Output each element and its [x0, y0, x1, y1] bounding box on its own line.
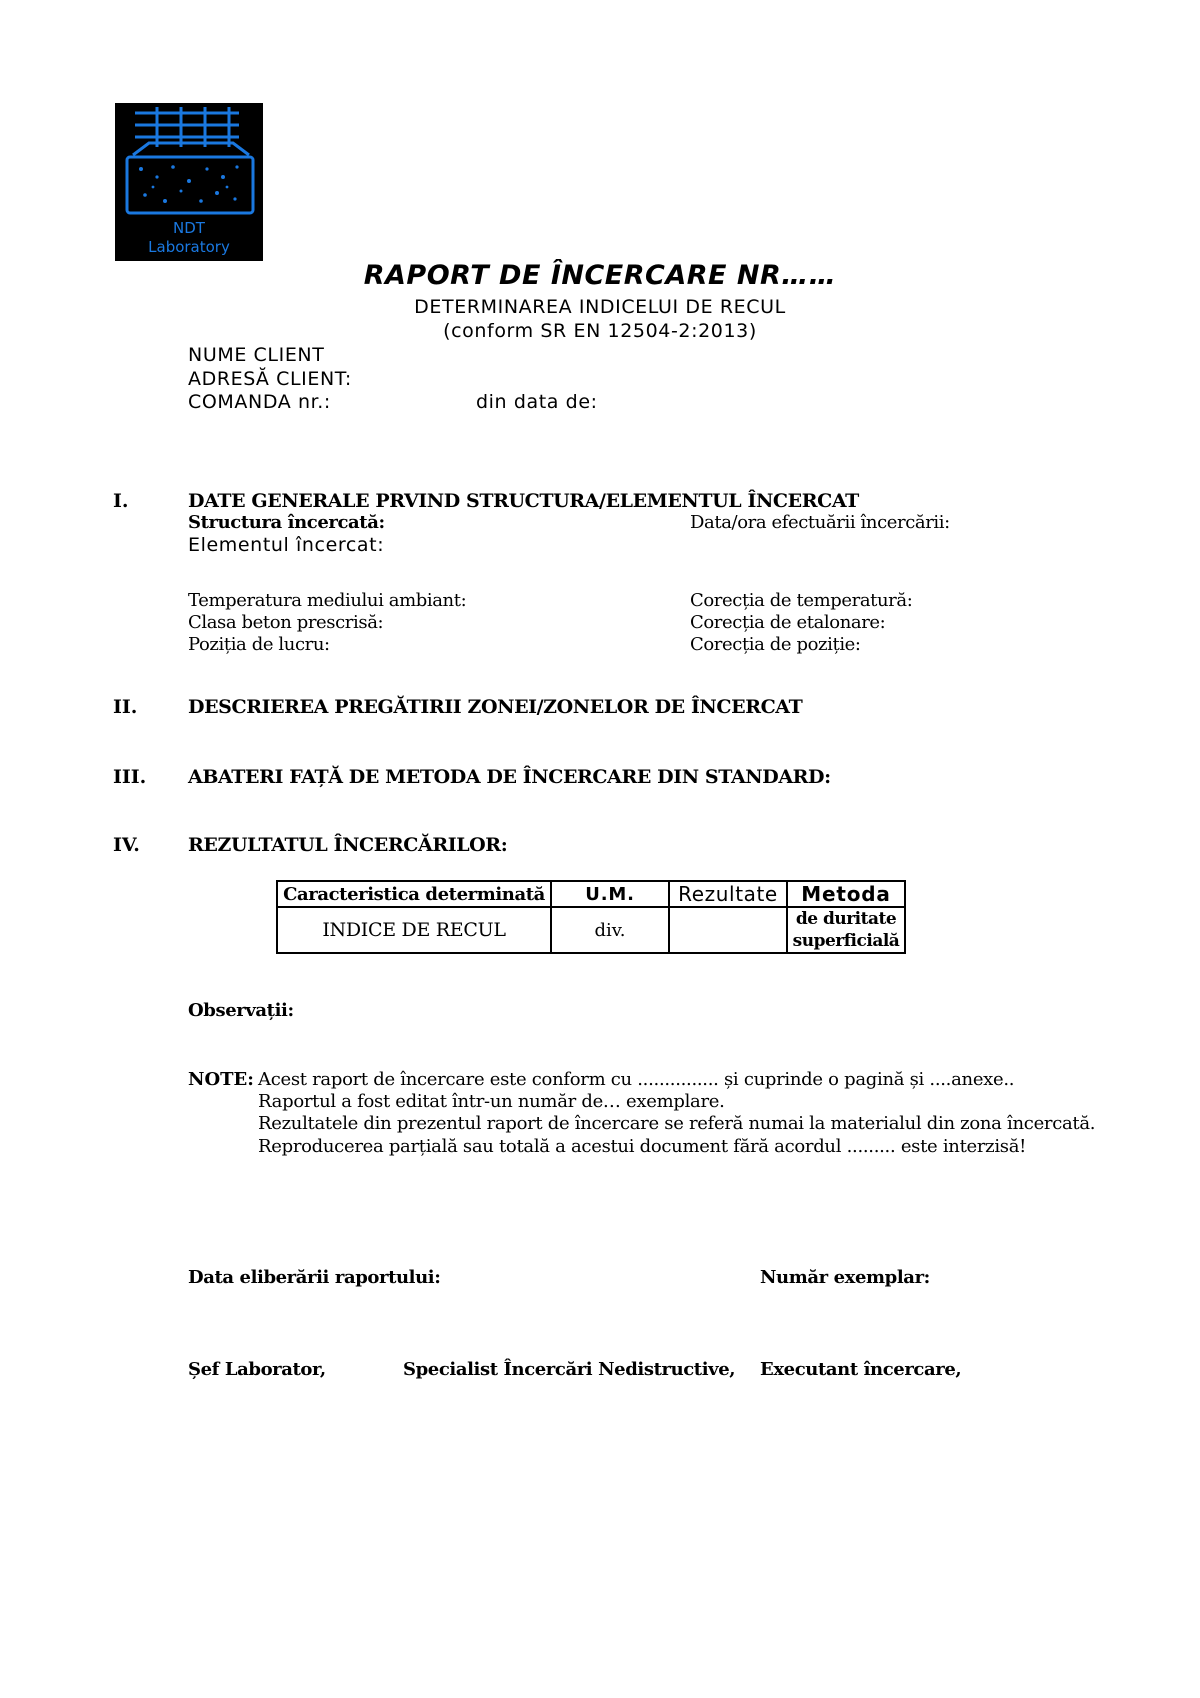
table-row [277, 907, 905, 953]
section-1-title: DATE GENERALE PRVIND STRUCTURA/ELEMENTUL ÎNCERCAT [188, 490, 859, 512]
temperature-correction-label: Corecția de temperatură: [690, 590, 913, 611]
element-label: Elementul încercat: [188, 534, 385, 556]
svg-text:Laboratory: Laboratory [148, 238, 230, 256]
test-datetime-label: Data/ora efectuării încercării: [690, 512, 950, 533]
header-unit: U.M. [551, 881, 669, 907]
cell-unit: div. [551, 907, 669, 953]
issue-date-label: Data eliberării raportului: [188, 1267, 441, 1288]
ndt-laboratory-logo [115, 103, 263, 261]
note-line-2: Raportul a fost editat într-un număr de… exemplare. [258, 1091, 725, 1112]
section-3-title: ABATERI FAȚĂ DE METODA DE ÎNCERCARE DIN STANDARD: [188, 766, 831, 788]
report-standard: (conform SR EN 12504-2:2013) [443, 320, 757, 342]
section-2-number: II. [113, 696, 138, 718]
lab-head-signature: Șef Laborator, [188, 1359, 326, 1380]
work-position-label: Poziția de lucru: [188, 634, 330, 655]
cell-characteristic: INDICE DE RECUL [277, 907, 551, 953]
method-line-2: superficială [792, 931, 900, 951]
observations-label: Observații: [188, 1000, 294, 1021]
calibration-correction-label: Corecția de etalonare: [690, 612, 886, 633]
ambient-temperature-label: Temperatura mediului ambiant: [188, 590, 467, 611]
note-line-1: Acest raport de încercare este conform cu ............... și cuprinde o pagină și ....anexe.. [258, 1069, 1015, 1090]
cell-result[interactable] [669, 907, 787, 953]
notes-label: NOTE: [188, 1069, 254, 1090]
client-name-label: NUME CLIENT [188, 344, 325, 366]
note-line-3: Rezultatele din prezentul raport de încercare se referă numai la materialul din zona încercată. [258, 1113, 1096, 1134]
results-table [276, 880, 906, 954]
section-4-number: IV. [113, 834, 140, 856]
header-results: Rezultate [669, 881, 787, 907]
concrete-block-icon [115, 103, 263, 261]
order-date-label: din data de: [476, 391, 598, 413]
cell-method [787, 907, 905, 953]
ndt-specialist-signature: Specialist Încercări Nedistructive, [403, 1359, 736, 1380]
position-correction-label: Corecția de poziție: [690, 634, 861, 655]
copy-number-label: Număr exemplar: [760, 1267, 930, 1288]
section-4-title: REZULTATUL ÎNCERCĂRILOR: [188, 834, 508, 856]
report-title: RAPORT DE ÎNCERCARE NR…… [363, 260, 837, 291]
section-2-title: DESCRIEREA PREGĂTIRII ZONEI/ZONELOR DE ÎNCERCAT [188, 696, 803, 718]
header-method: Metoda [787, 881, 905, 907]
section-1-number: I. [113, 490, 129, 512]
table-header-row [277, 881, 905, 907]
note-line-4: Reproducerea parțială sau totală a acestui document fără acordul ......... este interzisă! [258, 1136, 1027, 1157]
executor-signature: Executant încercare, [760, 1359, 962, 1380]
structure-label: Structura încercată: [188, 512, 385, 533]
order-number-label: COMANDA nr.: [188, 391, 331, 413]
concrete-class-label: Clasa beton prescrisă: [188, 612, 384, 633]
report-subtitle: DETERMINAREA INDICELUI DE RECUL [414, 296, 786, 318]
client-address-label: ADRESĂ CLIENT: [188, 368, 352, 390]
method-line-1: de duritate [795, 909, 897, 929]
header-characteristic: Caracteristica determinată [277, 881, 551, 907]
svg-text:NDT: NDT [173, 219, 205, 237]
section-3-number: III. [113, 766, 147, 788]
